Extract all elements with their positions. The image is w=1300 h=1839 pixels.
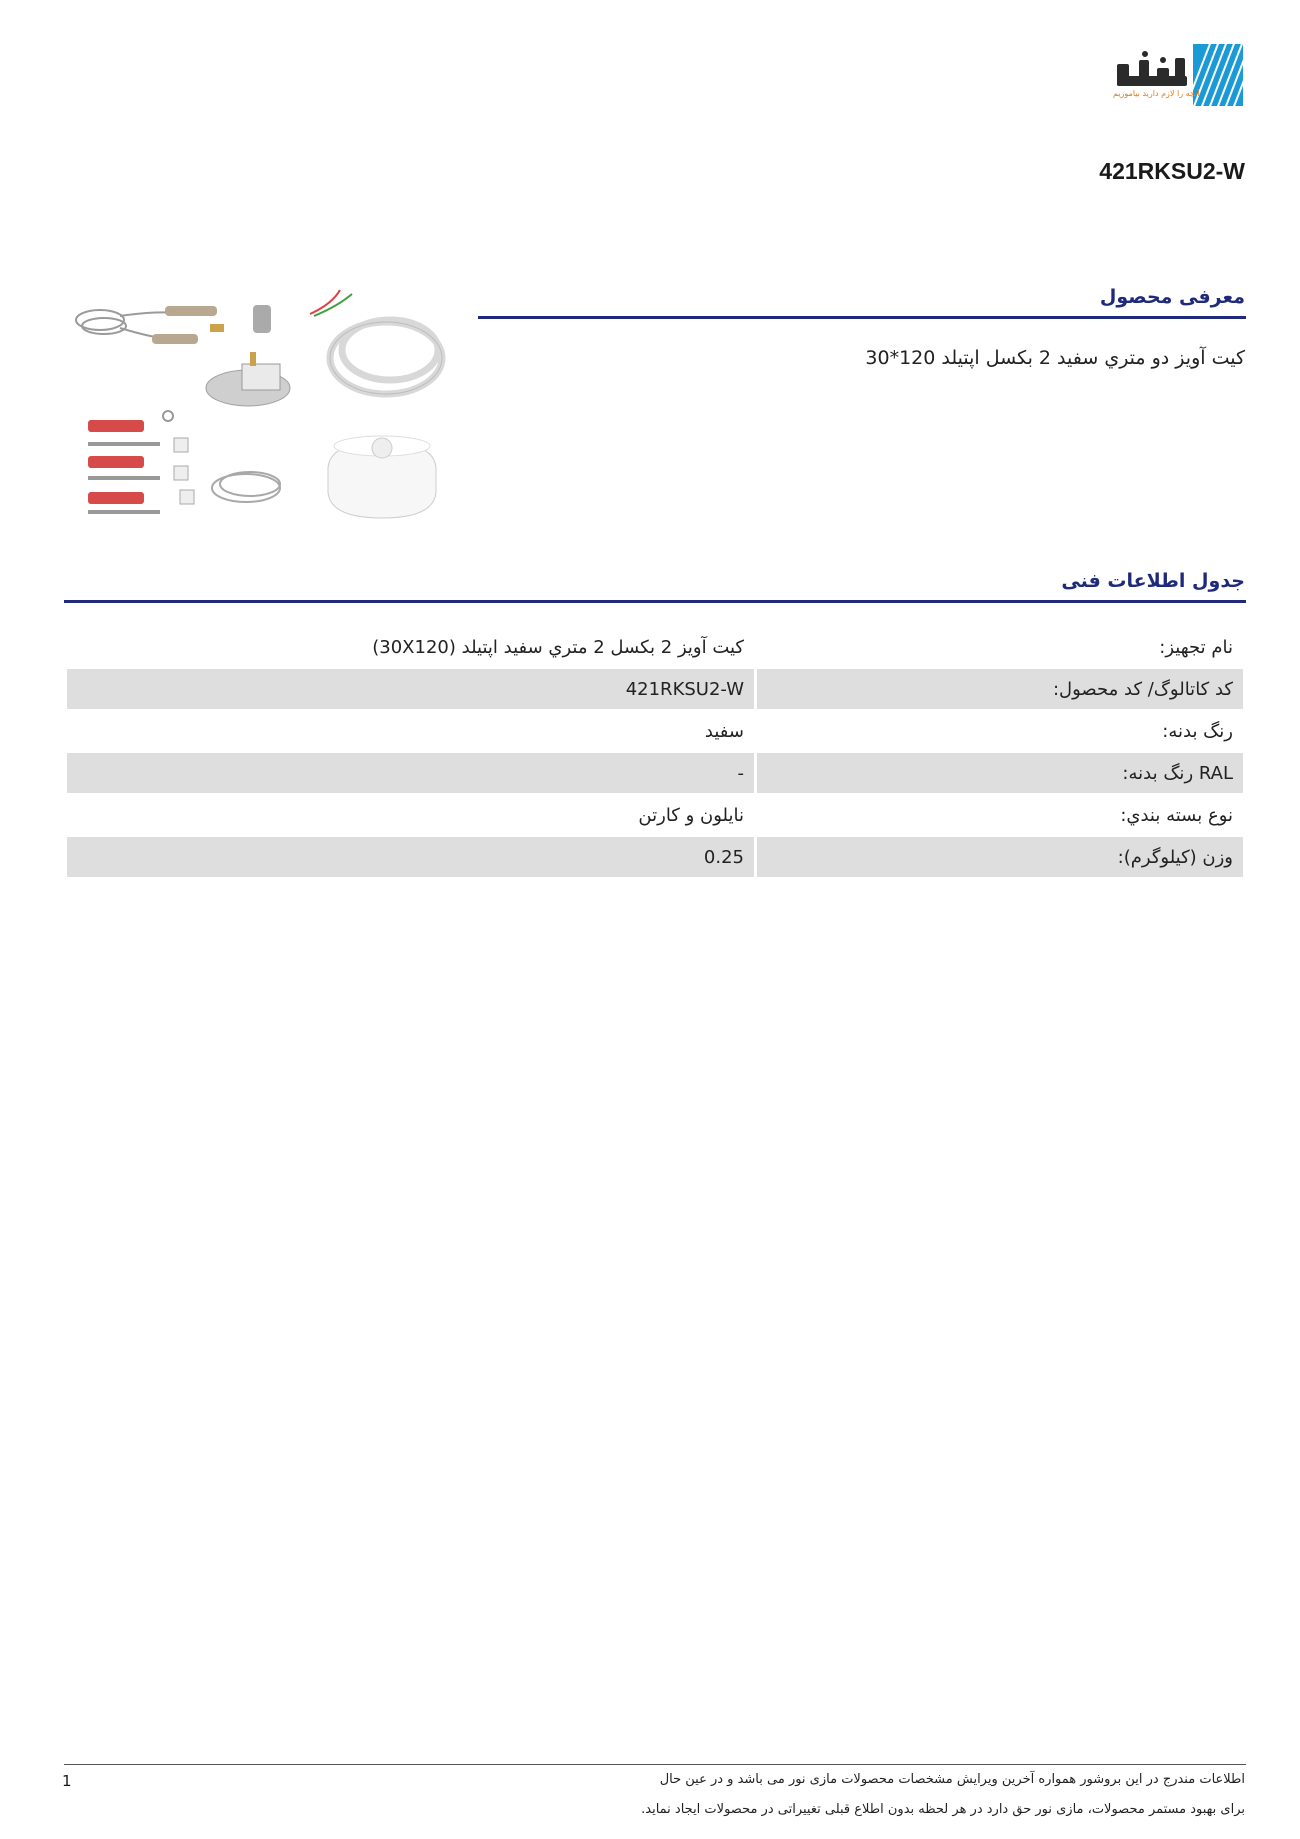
footer-rule xyxy=(64,1764,1246,1765)
table-row xyxy=(67,753,1243,793)
spec-label: نام تجهيز: xyxy=(1159,636,1233,658)
intro-section-title: معرفی محصول xyxy=(1099,286,1245,308)
product-code-heading: 421RKSU2-W xyxy=(1099,158,1245,184)
table-row xyxy=(67,669,1243,709)
logo-tagline: آنچه را لازم دارید بیاموزیم xyxy=(1113,89,1200,98)
table-row xyxy=(67,711,1243,751)
footer-disclaimer-line1: اطلاعات مندرج در این بروشور همواره آخرین ویرایش مشخصات محصولات مازی نور می باشد و در عین حال xyxy=(659,1772,1245,1787)
specs-section-title: جدول اطلاعات فنی xyxy=(1061,570,1245,592)
table-row xyxy=(67,627,1243,667)
spec-value: سفيد xyxy=(704,720,744,742)
product-description: کيت آويز دو متري سفيد 2 بکسل اپتيلد 120*30 xyxy=(865,347,1245,369)
spec-label: وزن (کيلوگرم): xyxy=(757,837,1243,877)
spec-label: کد کاتالوگ/ کد محصول: xyxy=(757,669,1243,709)
table-row xyxy=(67,795,1243,835)
spec-value: کيت آويز 2 بکسل 2 متري سفيد اپتيلد (30X120) xyxy=(372,636,744,658)
spec-value: نايلون و کارتن xyxy=(638,804,744,826)
spec-table xyxy=(64,625,1246,879)
table-row xyxy=(67,837,1243,877)
spec-label: نوع بسته بندي: xyxy=(1120,804,1233,826)
footer-disclaimer-line2: برای بهبود مستمر محصولات، مازی نور حق دارد در هر لحظه بدون اطلاع قبلی تغییراتی در محصولات ایجاد نماید. xyxy=(641,1802,1245,1817)
product-photo xyxy=(70,280,450,530)
spec-value: - xyxy=(67,753,754,793)
spec-value: 0.25 xyxy=(67,837,754,877)
spec-label: RAL رنگ بدنه: xyxy=(757,753,1243,793)
spec-label: رنگ بدنه: xyxy=(1162,720,1233,742)
page-number: 1 xyxy=(62,1772,72,1790)
spec-value: 421RKSU2-W xyxy=(67,669,754,709)
company-logo xyxy=(1005,44,1245,114)
intro-title-rule xyxy=(478,316,1246,319)
specs-title-rule xyxy=(64,600,1246,603)
